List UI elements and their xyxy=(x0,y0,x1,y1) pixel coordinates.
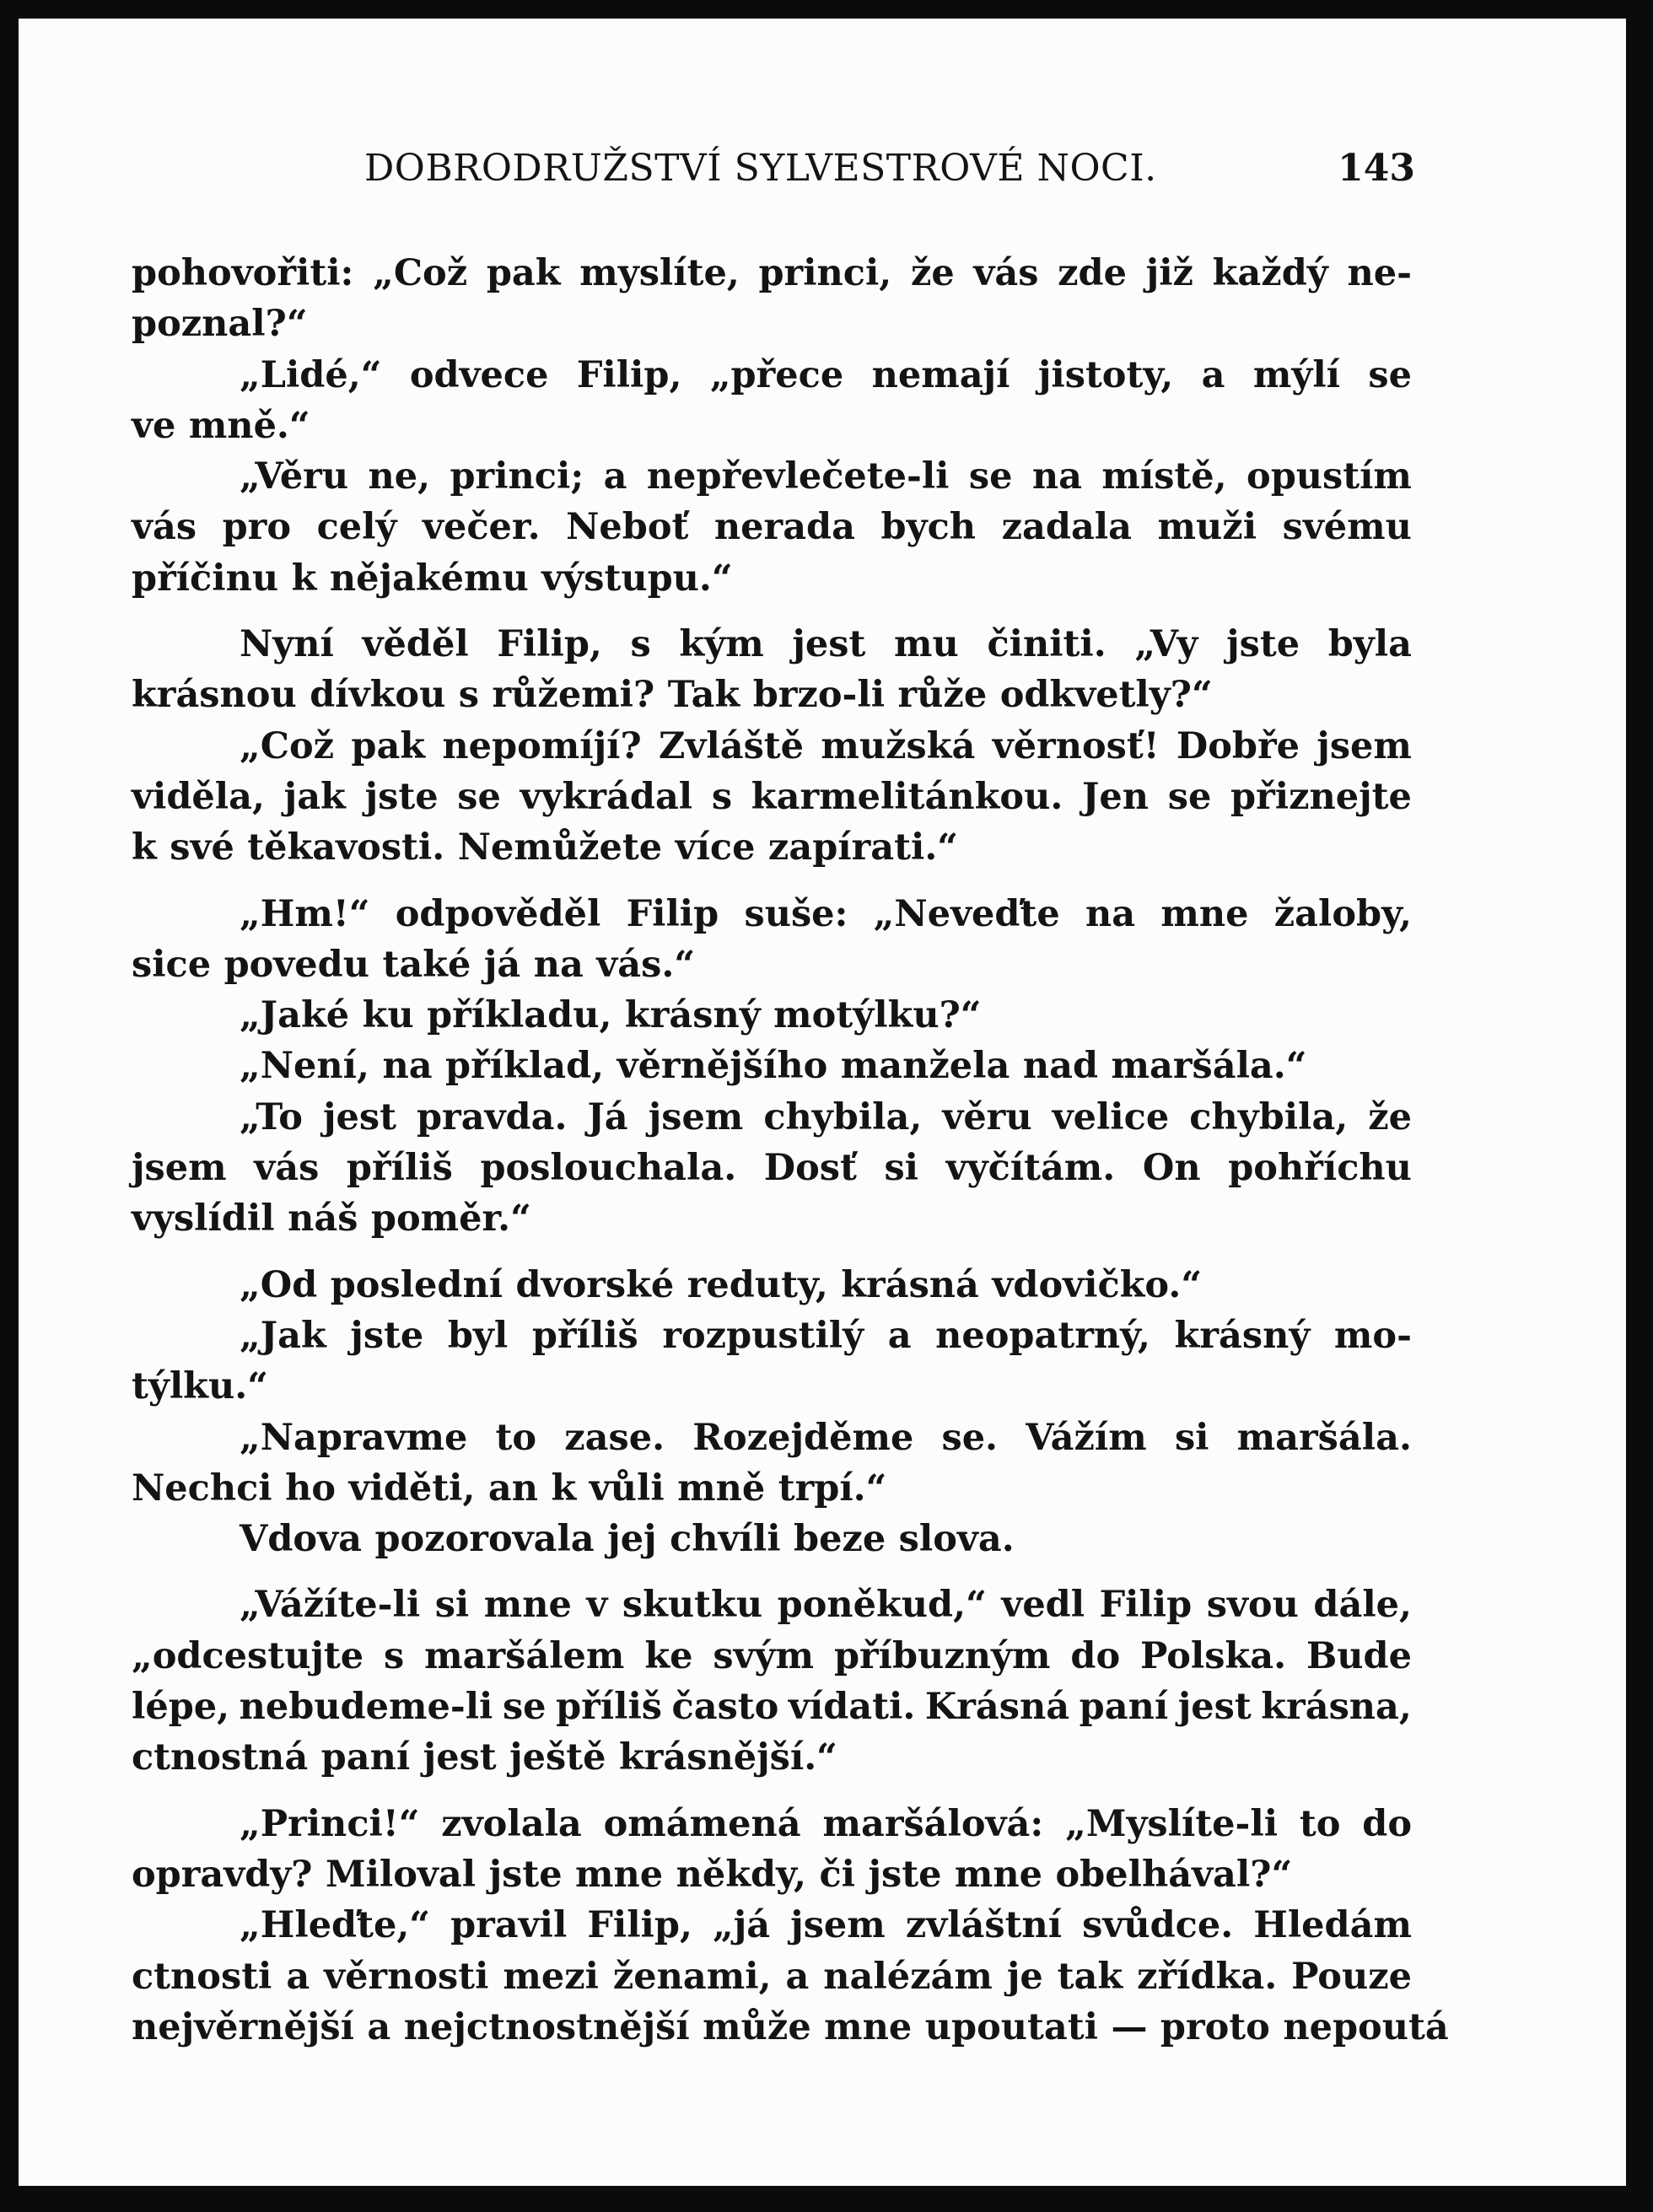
book-page xyxy=(19,19,1626,2186)
text-line: jsem vás příliš poslouchala. Dosť si vyčítám. On pohříchu xyxy=(132,1147,1412,1190)
page-number: 143 xyxy=(1338,147,1415,190)
paragraph-gap xyxy=(132,1784,1412,1799)
paragraph xyxy=(132,1311,1412,1413)
text-line: opravdy? Miloval jste mne někdy, či jste mne obelhával?“ xyxy=(132,1853,1293,1896)
text-line: vás pro celý večer. Neboť nerada bych zadala muži svému xyxy=(132,506,1412,549)
text-line: vyslídil náš poměr.“ xyxy=(132,1197,531,1241)
body-text xyxy=(132,248,1449,2053)
text-line: Vdova pozorovala jej chvíli beze slova. xyxy=(240,1518,1015,1561)
text-line: příčinu k nějakému výstupu.“ xyxy=(132,557,733,600)
paragraph xyxy=(132,1900,1449,2053)
text-line: viděla, jak jste se vykrádal s karmelitánkou. Jen se přiznejte xyxy=(132,775,1412,818)
paragraph xyxy=(132,1799,1412,1901)
running-title: DOBRODRUŽSTVÍ SYLVESTROVÉ NOCI. xyxy=(364,147,1157,190)
paragraph xyxy=(132,451,1412,604)
text-line: „Hleďte,“ pravil Filip, „já jsem zvláštní svůdce. Hledám xyxy=(240,1904,1412,1947)
paragraph xyxy=(132,721,1412,874)
text-line: „Není, na příklad, věrnějšího manžela nad maršála.“ xyxy=(240,1045,1307,1088)
text-line: k své těkavosti. Nemůžete více zapírati.“ xyxy=(132,826,959,869)
text-line: „Princi!“ zvolala omámená maršálová: „Myslíte-li to do xyxy=(240,1802,1412,1845)
text-line: „Věru ne, princi; a nepřevlečete-li se na místě, opustím xyxy=(240,455,1412,498)
text-line: Nechci ho viděti, an k vůli mně trpí.“ xyxy=(132,1467,887,1510)
paragraph-gap xyxy=(132,874,1412,889)
text-line: lépe, nebudeme-li se příliš často vídati. Krásná paní jest krásna, xyxy=(132,1686,1412,1729)
text-line: nejvěrnější a nejctnostnější může mne upoutati — proto nepoutá xyxy=(132,2005,1449,2048)
paragraph xyxy=(132,1041,1412,1091)
text-line: „To jest pravda. Já jsem chybila, věru velice chybila, že xyxy=(240,1095,1412,1138)
text-line: krásnou dívkou s růžemi? Tak brzo-li růže odkvetly?“ xyxy=(132,674,1213,717)
paragraph-gap xyxy=(132,604,1412,619)
text-line: „Hm!“ odpověděl Filip suše: „Neveďte na mne žaloby, xyxy=(240,892,1412,935)
paragraph xyxy=(132,1580,1412,1783)
paragraph xyxy=(132,350,1412,452)
text-line: „Jaké ku příkladu, krásný motýlku?“ xyxy=(240,994,982,1037)
paragraph xyxy=(132,248,1412,350)
paragraph xyxy=(132,889,1412,991)
text-line: „Jak jste byl příliš rozpustilý a neopatrný, krásný mo- xyxy=(240,1314,1412,1357)
paragraph xyxy=(132,1260,1412,1311)
text-line: pohovořiti: „Což pak myslíte, princi, že vás zde již každý ne- xyxy=(132,252,1412,294)
paragraph-gap xyxy=(132,1564,1412,1580)
text-line: týlku.“ xyxy=(132,1365,268,1408)
text-line: poznal?“ xyxy=(132,303,308,346)
text-line: „Vážíte-li si mne v skutku poněkud,“ vedl Filip svou dále, xyxy=(240,1584,1412,1627)
text-line: „Lidé,“ odvece Filip, „přece nemají jistoty, a mýlí se xyxy=(240,353,1412,396)
text-line: ctnosti a věrnosti mezi ženami, a nalézám je tak zřídka. Pouze xyxy=(132,1955,1412,1998)
text-line: „Což pak nepomíjí? Zvláště mužská věrnosť! Dobře jsem xyxy=(240,724,1412,767)
text-line: „Napravme to zase. Rozejděme se. Vážím si maršála. xyxy=(240,1416,1412,1459)
paragraph xyxy=(132,619,1412,721)
text-line: sice povedu také já na vás.“ xyxy=(132,943,696,986)
text-line: Nyní věděl Filip, s kým jest mu činiti. „Vy jste byla xyxy=(240,623,1412,666)
text-line: ctnostná paní jest ještě krásnější.“ xyxy=(132,1736,837,1779)
text-line: ve mně.“ xyxy=(132,404,310,447)
page-header xyxy=(19,147,1626,197)
text-line: „odcestujte s maršálem ke svým příbuzným do Polska. Bude xyxy=(132,1634,1412,1677)
paragraph xyxy=(132,990,1412,1041)
paragraph xyxy=(132,1092,1412,1245)
text-line: „Od poslední dvorské reduty, krásná vdovičko.“ xyxy=(240,1263,1203,1306)
paragraph xyxy=(132,1413,1412,1515)
paragraph xyxy=(132,1514,1412,1564)
paragraph-gap xyxy=(132,1245,1412,1260)
